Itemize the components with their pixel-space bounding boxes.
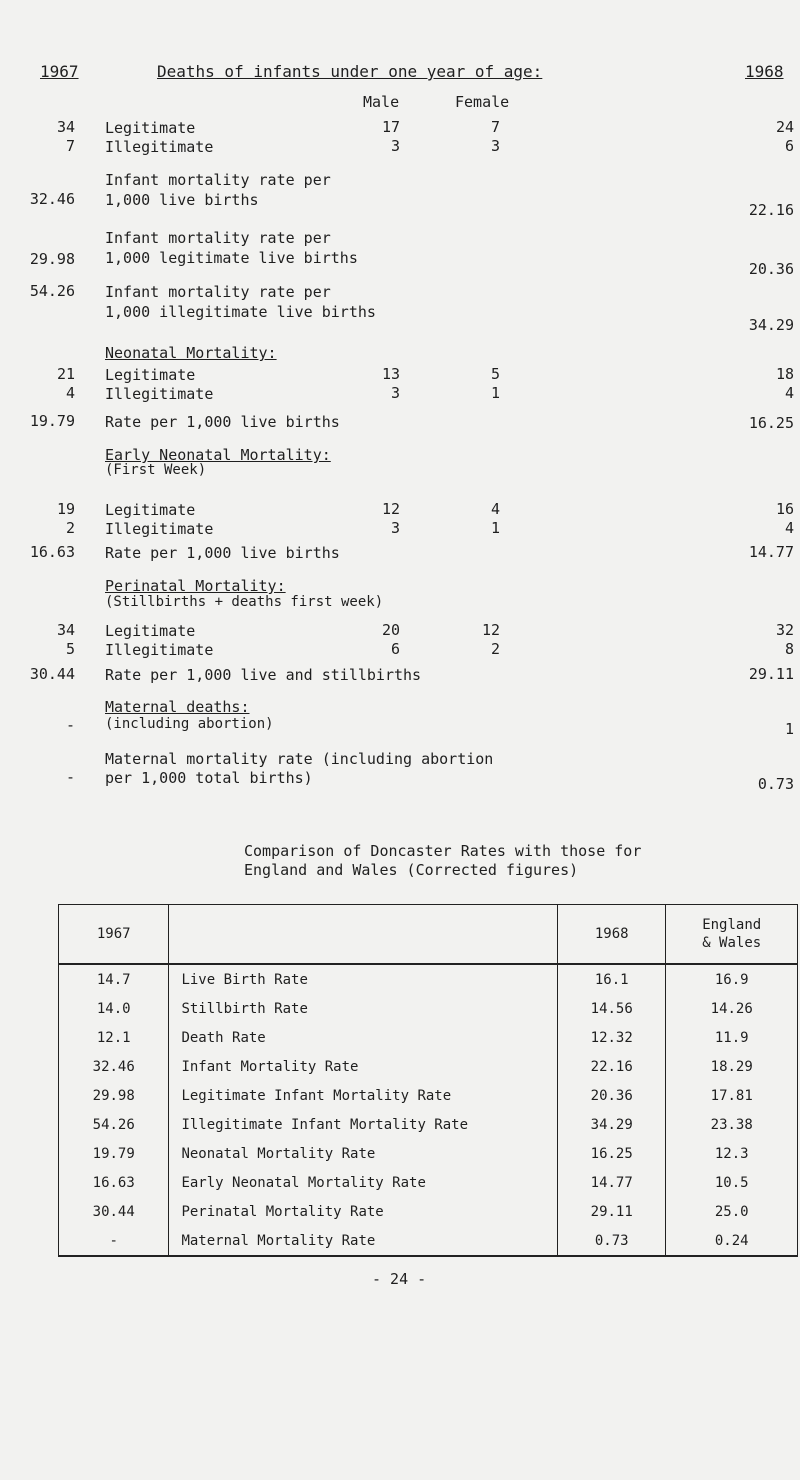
row-label: Illegitimate: [105, 520, 214, 538]
cell-1968: 16.1: [558, 964, 666, 994]
table-row: [59, 1226, 798, 1256]
value-1967: 32.46: [29, 190, 75, 208]
table-row: [59, 994, 798, 1023]
table-row: [59, 1197, 798, 1226]
rate-label-line2: 1,000 live births: [105, 191, 259, 209]
cell-1968: 12.32: [558, 1023, 666, 1052]
value-1968: 16: [775, 500, 794, 518]
comparison-title-line2: England and Wales (Corrected figures): [244, 861, 579, 879]
value-1967: 30.44: [29, 665, 75, 683]
cell-1968: 29.11: [558, 1197, 666, 1226]
early-neonatal-subheading: (First Week): [105, 462, 207, 478]
value-1967: 34: [56, 621, 75, 639]
cell-1968: 22.16: [558, 1052, 666, 1081]
cell-label: Live Birth Rate: [169, 964, 558, 994]
cell-1968: 34.29: [558, 1110, 666, 1139]
female-value: 4: [490, 500, 500, 518]
female-value: 5: [490, 365, 500, 383]
perinatal-subheading: (Stillbirths + deaths first week): [105, 594, 384, 610]
year-1967-header: 1967: [40, 62, 79, 81]
cell-england-wales: 16.9: [666, 964, 798, 994]
row-label: Rate per 1,000 live and stillbirths: [105, 666, 422, 684]
row-label: Legitimate: [105, 366, 196, 384]
female-value: 1: [490, 384, 500, 402]
cell-1967: 14.7: [59, 964, 169, 994]
value-1968: 20.36: [748, 260, 794, 278]
page-number: - 24 -: [372, 1270, 427, 1288]
male-value: 3: [390, 519, 400, 537]
male-value: 3: [390, 137, 400, 155]
row-label: Legitimate: [105, 501, 196, 519]
comparison-table-header: [59, 905, 798, 965]
cell-label: Maternal Mortality Rate: [169, 1226, 558, 1256]
cell-label: Illegitimate Infant Mortality Rate: [169, 1110, 558, 1139]
cell-1968: 14.77: [558, 1168, 666, 1197]
head-england: England: [702, 917, 762, 933]
year-1968-header: 1968: [745, 62, 784, 81]
value-1968: 34.29: [748, 316, 794, 334]
female-value: 2: [490, 640, 500, 658]
cell-label: Legitimate Infant Mortality Rate: [169, 1081, 558, 1110]
value-1967: -: [65, 768, 75, 786]
row-label: Rate per 1,000 live births: [105, 413, 340, 431]
female-value: 3: [490, 137, 500, 155]
table-row: [59, 1110, 798, 1139]
value-1967: 2: [65, 519, 75, 537]
row-label: Rate per 1,000 live births: [105, 544, 340, 562]
rate-label-line2: per 1,000 total births): [105, 769, 313, 787]
cell-england-wales: 17.81: [666, 1081, 798, 1110]
cell-1968: 20.36: [558, 1081, 666, 1110]
value-1968: 32: [775, 621, 794, 639]
page-title: Deaths of infants under one year of age:: [157, 62, 543, 81]
perinatal-heading: Perinatal Mortality:: [105, 577, 286, 595]
head-1968: 1968: [558, 905, 666, 965]
neonatal-heading: Neonatal Mortality:: [105, 344, 277, 362]
row-label: Legitimate: [105, 622, 196, 640]
head-1967: 1967: [59, 905, 169, 965]
cell-england-wales: 25.0: [666, 1197, 798, 1226]
table-row: [59, 1052, 798, 1081]
early-neonatal-heading: Early Neonatal Mortality:: [105, 446, 331, 464]
cell-label: Infant Mortality Rate: [169, 1052, 558, 1081]
cell-england-wales: 18.29: [666, 1052, 798, 1081]
maternal-subheading: (including abortion): [105, 716, 274, 732]
cell-england-wales: 11.9: [666, 1023, 798, 1052]
cell-1968: 14.56: [558, 994, 666, 1023]
value-1967: 54.26: [29, 282, 75, 300]
cell-england-wales: 12.3: [666, 1139, 798, 1168]
male-value: 6: [390, 640, 400, 658]
female-value: 1: [490, 519, 500, 537]
value-1967: 19: [56, 500, 75, 518]
cell-1968: 16.25: [558, 1139, 666, 1168]
cell-1967: 12.1: [59, 1023, 169, 1052]
cell-1968: 0.73: [558, 1226, 666, 1256]
value-1968: 18: [775, 365, 794, 383]
value-1967: 4: [65, 384, 75, 402]
col-male-header: Male: [363, 93, 400, 111]
rate-label-line1: Infant mortality rate per: [105, 171, 331, 189]
value-1968: 29.11: [748, 665, 794, 683]
cell-label: Early Neonatal Mortality Rate: [169, 1168, 558, 1197]
cell-1967: 54.26: [59, 1110, 169, 1139]
row-label: Illegitimate: [105, 138, 214, 156]
value-1968: 14.77: [748, 543, 794, 561]
rate-label-line1: Infant mortality rate per: [105, 283, 331, 301]
male-value: 20: [381, 621, 400, 639]
value-1967: -: [65, 716, 75, 734]
value-1967: 21: [56, 365, 75, 383]
cell-label: Death Rate: [169, 1023, 558, 1052]
value-1967: 34: [56, 118, 75, 136]
row-label: Illegitimate: [105, 385, 214, 403]
comparison-table: [58, 904, 798, 1257]
rate-label-line2: 1,000 illegitimate live births: [105, 303, 376, 321]
col-female-header: Female: [455, 93, 510, 111]
value-1968: 24: [775, 118, 794, 136]
cell-1967: -: [59, 1226, 169, 1256]
cell-1967: 19.79: [59, 1139, 169, 1168]
cell-england-wales: 10.5: [666, 1168, 798, 1197]
row-label: Legitimate: [105, 119, 196, 137]
table-row: [59, 1023, 798, 1052]
head-label: [169, 905, 558, 965]
table-row: [59, 1168, 798, 1197]
value-1968: 1: [784, 720, 794, 738]
cell-england-wales: 14.26: [666, 994, 798, 1023]
cell-label: Stillbirth Rate: [169, 994, 558, 1023]
value-1967: 19.79: [29, 412, 75, 430]
rate-label-line1: Maternal mortality rate (including abortion: [105, 750, 494, 768]
rate-label-line1: Infant mortality rate per: [105, 229, 331, 247]
value-1968: 6: [784, 137, 794, 155]
cell-1967: 29.98: [59, 1081, 169, 1110]
head-wales: & Wales: [702, 935, 762, 951]
value-1968: 16.25: [748, 414, 794, 432]
cell-england-wales: 23.38: [666, 1110, 798, 1139]
cell-1967: 32.46: [59, 1052, 169, 1081]
table-row: [59, 1139, 798, 1168]
cell-1967: 14.0: [59, 994, 169, 1023]
maternal-heading: Maternal deaths:: [105, 698, 250, 716]
row-label: Illegitimate: [105, 641, 214, 659]
value-1968: 8: [784, 640, 794, 658]
cell-1967: 16.63: [59, 1168, 169, 1197]
value-1967: 5: [65, 640, 75, 658]
table-row: [59, 964, 798, 994]
female-value: 7: [490, 118, 500, 136]
value-1967: 29.98: [29, 250, 75, 268]
male-value: 13: [381, 365, 400, 383]
cell-label: Perinatal Mortality Rate: [169, 1197, 558, 1226]
value-1967: 16.63: [29, 543, 75, 561]
male-value: 3: [390, 384, 400, 402]
head-england-wales: [666, 905, 798, 965]
male-value: 17: [381, 118, 400, 136]
female-value: 12: [481, 621, 500, 639]
cell-label: Neonatal Mortality Rate: [169, 1139, 558, 1168]
value-1968: 0.73: [757, 775, 794, 793]
cell-england-wales: 0.24: [666, 1226, 798, 1256]
value-1968: 22.16: [748, 201, 794, 219]
value-1968: 4: [784, 384, 794, 402]
value-1968: 4: [784, 519, 794, 537]
cell-1967: 30.44: [59, 1197, 169, 1226]
male-value: 12: [381, 500, 400, 518]
value-1967: 7: [65, 137, 75, 155]
table-row: [59, 1081, 798, 1110]
comparison-title-line1: Comparison of Doncaster Rates with those for: [244, 842, 642, 860]
rate-label-line2: 1,000 legitimate live births: [105, 249, 358, 267]
